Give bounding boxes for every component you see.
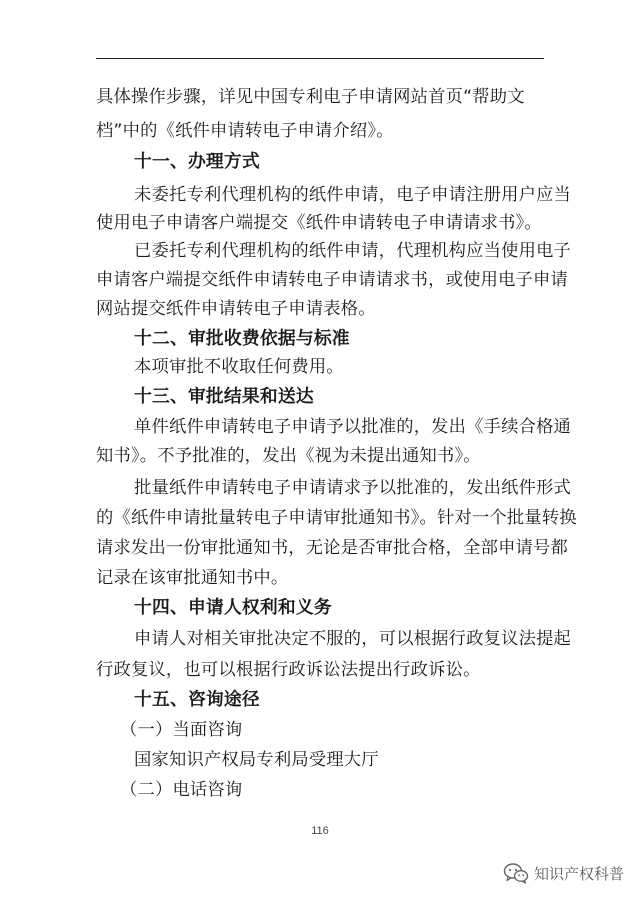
section-heading: 十一、办理方式 (134, 151, 260, 172)
paragraph-line: 申请人对相关审批决定不服的，可以根据行政复议法提起 (134, 629, 572, 649)
paragraph-line: 本项审批不收取任何费用。 (134, 357, 344, 377)
paragraph-line: 未委托专利代理机构的纸件申请，电子申请注册用户应当 (134, 185, 572, 205)
subsection-heading: （二）电话咨询 (120, 780, 243, 800)
section-heading: 十四、申请人权利和义务 (134, 597, 332, 618)
paragraph-line: 档”中的《纸件申请转电子申请介绍》。 (96, 121, 394, 141)
paragraph-line: 申请客户端提交纸件申请转电子申请请求书，或使用电子申请 (96, 270, 568, 290)
paragraph-line: 具体操作步骤，详见中国专利电子申请网站首页“帮助文 (96, 87, 525, 107)
header-rule (96, 58, 544, 59)
watermark-text: 知识产权科普 (533, 864, 624, 883)
paragraph-line: 记录在该审批通知书中。 (96, 568, 289, 588)
paragraph-line: 批量纸件申请转电子申请请求予以批准的，发出纸件形式 (134, 478, 572, 498)
paragraph-line: 请求发出一份审批通知书，无论是否审批合格，全部申请号都 (96, 538, 568, 558)
watermark (503, 862, 624, 884)
paragraph-line: 国家知识产权局专利局受理大厅 (134, 750, 379, 770)
paragraph-line: 知书》。不予批准的，发出《视为未提出通知书》。 (96, 446, 481, 466)
paragraph-line: 的《纸件申请批量转电子申请审批通知书》。针对一个批量转换 (96, 508, 577, 528)
page-number: 116 (311, 825, 329, 837)
paragraph-line: 已委托专利代理机构的纸件申请，代理机构应当使用电子 (134, 241, 572, 261)
paragraph-line: 行政复议，也可以根据行政诉讼法提出行政诉讼。 (96, 660, 481, 680)
paragraph-line: 网站提交纸件申请转电子申请表格。 (96, 299, 376, 319)
paragraph-line: 使用电子申请客户端提交《纸件申请转电子申请请求书》。 (96, 213, 542, 233)
section-heading: 十三、审批结果和送达 (134, 386, 314, 407)
wechat-icon (503, 862, 529, 884)
paragraph-line: 单件纸件申请转电子申请予以批准的，发出《手续合格通 (134, 417, 572, 437)
section-heading: 十二、审批收费依据与标准 (134, 328, 350, 349)
section-heading: 十五、咨询途径 (134, 689, 260, 710)
subsection-heading: （一）当面咨询 (120, 720, 243, 740)
